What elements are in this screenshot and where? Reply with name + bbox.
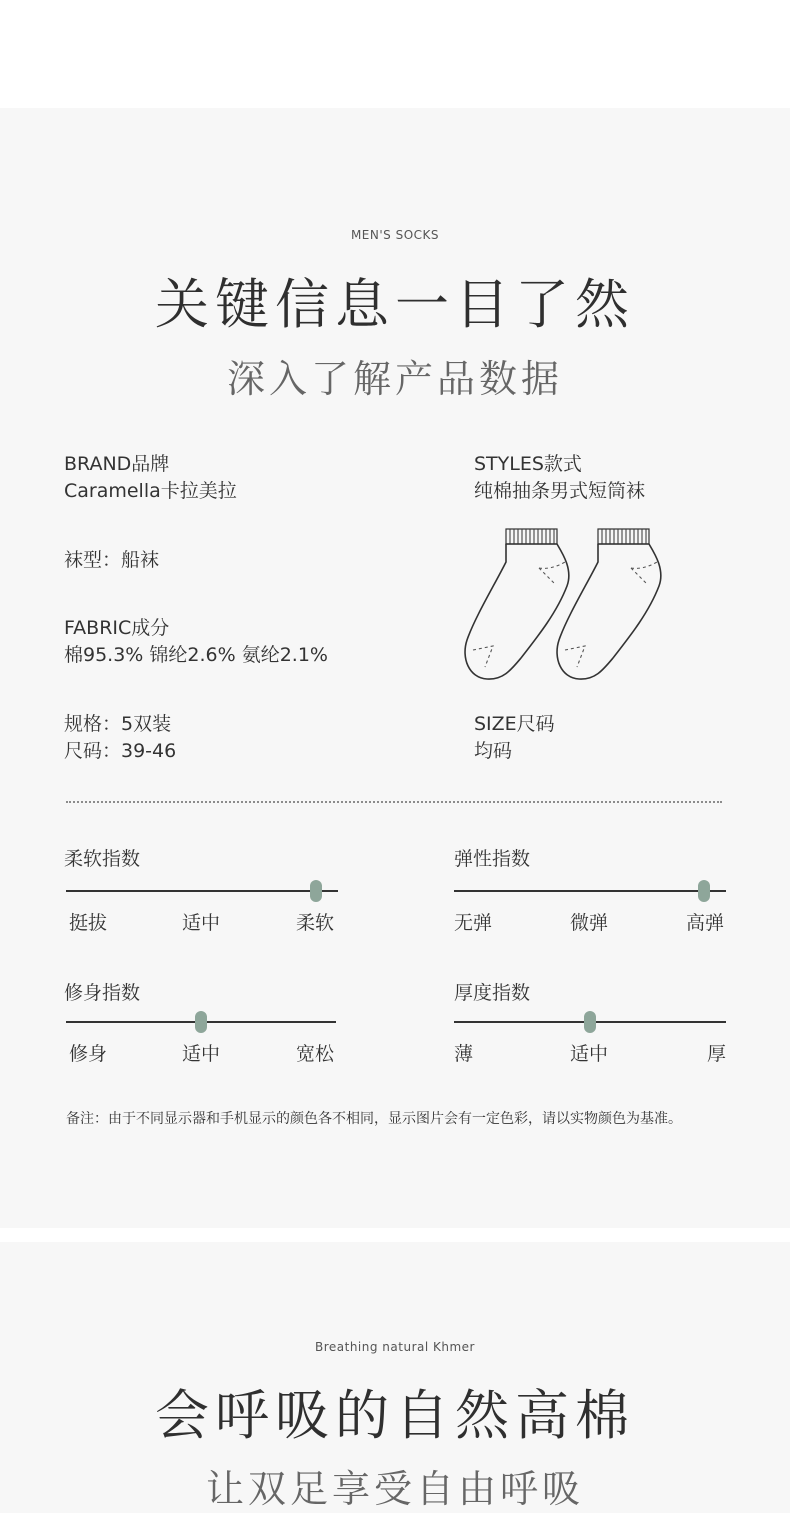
section2-eyebrow: Breathing natural Khmer <box>314 1340 475 1354</box>
section1-title: 关键信息一目了然 <box>155 273 635 336</box>
thickness-title: 厚度指数 <box>454 982 531 1004</box>
thickness-label-low: 薄 <box>454 1043 474 1065</box>
color-note: 备注：由于不同显示器和手机显示的颜色各不相同，显示图片会有一定色彩，请以实物颜色为基准。 <box>66 1111 682 1127</box>
section2-subtitle: 让双足享受自由呼吸 <box>205 1467 584 1511</box>
brand-value: Caramella卡拉美拉 <box>64 480 237 502</box>
fit-knob <box>195 1011 207 1033</box>
softness-knob <box>310 880 322 902</box>
brand-label: BRAND品牌 <box>64 453 170 475</box>
sock-type: 袜型：船袜 <box>64 549 160 571</box>
size-value: 均码 <box>474 740 513 762</box>
fabric-value: 棉95.3% 锦纶2.6% 氨纶2.1% <box>64 644 328 666</box>
section1-eyebrow: MEN'S SOCKS <box>350 228 440 242</box>
softness-label-low: 挺拔 <box>69 912 108 934</box>
fit-title: 修身指数 <box>64 982 141 1004</box>
spec-pack: 规格：5双装 <box>64 713 172 735</box>
fabric-label: FABRIC成分 <box>64 617 170 639</box>
thickness-label-mid: 适中 <box>570 1043 609 1065</box>
elasticity-title: 弹性指数 <box>454 848 531 870</box>
softness-label-mid: 适中 <box>182 912 221 934</box>
thickness-knob <box>584 1011 596 1033</box>
thickness-label-high: 厚 <box>707 1043 727 1065</box>
section-divider <box>66 801 722 803</box>
top-band <box>0 0 790 108</box>
size-label: SIZE尺码 <box>474 713 555 735</box>
styles-value: 纯棉抽条男式短筒袜 <box>474 480 646 502</box>
section2-title: 会呼吸的自然高棉 <box>155 1384 635 1447</box>
middle-band <box>0 1228 790 1242</box>
elasticity-track <box>454 890 726 892</box>
section1-subtitle: 深入了解产品数据 <box>226 357 563 401</box>
elasticity-label-mid: 微弹 <box>570 912 609 934</box>
fit-label-low: 修身 <box>69 1043 108 1065</box>
styles-label: STYLES款式 <box>474 453 582 475</box>
elasticity-label-high: 高弹 <box>686 912 725 934</box>
ankle-socks-icon <box>455 522 675 687</box>
elasticity-knob <box>698 880 710 902</box>
softness-title: 柔软指数 <box>64 848 141 870</box>
spec-size: 尺码：39-46 <box>64 740 177 762</box>
elasticity-label-low: 无弹 <box>454 912 493 934</box>
fit-label-high: 宽松 <box>296 1043 335 1065</box>
softness-track <box>66 890 338 892</box>
fit-label-mid: 适中 <box>182 1043 221 1065</box>
softness-label-high: 柔软 <box>296 912 335 934</box>
